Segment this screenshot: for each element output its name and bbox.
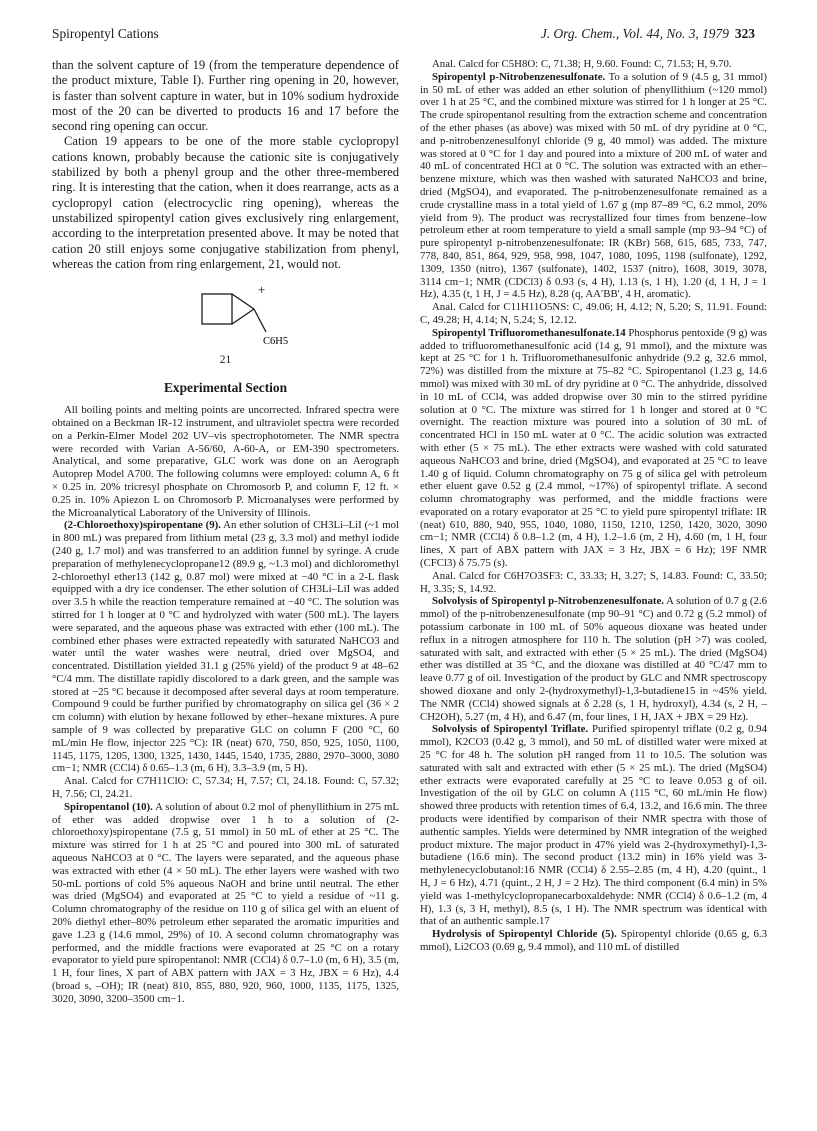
hydrolysis-chloride <box>420 928 767 954</box>
solvolysis-nitrobenzenesulfonate <box>420 595 767 723</box>
structure-21-label: 21 <box>219 354 232 367</box>
running-title: Spiropentyl Cations <box>52 26 159 41</box>
journal-name: J. Org. Chem., Vol. 44, No. 3, 1979 <box>540 26 729 41</box>
anal-triflate: Anal. Calcd for C6H7O3SF3: C, 33.33; H, 3.27; S, 14.83. Found: C, 33.50; H, 3.35; S, 14.92. <box>420 569 767 595</box>
prep-triflate-title: Spiropentyl Trifluoromethanesulfonate.14 <box>432 326 626 339</box>
phenyl-label: C6H5 <box>263 336 289 348</box>
solvolysis-triflate-text: Purified spiropentyl triflate (0.2 g, 0.94 mmol), K2CO3 (0.42 g, 3 mmol), and 50 mL of distilled water were mixed at 25 °C for 48 h. The solution pH ranged from 11 to 10.5. The solution was saturated with salt and extracted with ether (5 × 25 mL). The dried (MgSO4) ether extracts were evaporated carefully at 25 °C to leave 0.053 g of oil. Investigation of the oil by GLC on column A (115 °C, 60 mL/min He flow) showed three products with retention times of 6.4, 13.2, and 16.6 min. The three products were identified by comparison of their NMR spectra with those of authentic samples. Yields were determined by NMR integration of the weighed product mixture. The major product in 47% yield was 2-(hydroxymethyl)-1,3-butadiene (16.6 min). The second product (13.2 min) in 16% yield was 3-methylenecyclobutanol:16 NMR (CCl4) δ 2.55–2.85 (m, 4 H), 4.20 (quint., 1 H, J = 6 Hz), 4.71 (quint., 2 H, J = 2 Hz). The third component (6.4 min) in 5% yield was 1-methylcyclopropanecarboxaldehyde: NMR (CCl4) δ 0.6–1.2 (m, 4 H), 1.3 (s, 3 H, methyl), 8.5 (s, 1 H). The NMR spectrum was identical with that of an authentic sample.17 <box>420 723 767 928</box>
phenyl-bond <box>254 309 266 332</box>
discussion-paragraph-1: than the solvent capture of 19 (from the temperature dependence of the product mixture, Table I). Further ring opening in 20, however, is faster than solvent capture in water, but in 10% sodium hydroxide most of the 20 can be diverted to products 16 and 17 before the second ring opening can occur. <box>52 58 399 134</box>
prep-nitrobenzenesulfonate <box>420 71 767 301</box>
left-column <box>52 58 399 1006</box>
hydrolysis-chloride-title: Hydrolysis of Spiropentyl Chloride (5). <box>432 928 617 941</box>
prep-compound-9-title: (2-Chloroethoxy)spiropentane (9). <box>64 519 221 532</box>
prep-nitrobenzenesulfonate-title: Spiropentyl p-Nitrobenzenesulfonate. <box>432 70 606 83</box>
cyclobutane-ring <box>202 294 232 324</box>
solvolysis-triflate <box>420 723 767 928</box>
cation-charge: + <box>258 282 266 298</box>
prep-compound-9-text: An ether solution of CH3Li–LiI (~1 mol in 800 mL) was prepared from lithium metal (23 g, 3.3 mol) and methyl iodide (240 g, 1.7 mol) and was transferred to an addition funnel by syringe. A crude preparation of methylenecyclopropane12 (89.9 g, ~1.3 mol) and dichloromethyl 2-chloroethyl ether13 (142 g, 0.87 mol) were mixed at −40 °C in a 2-L flask equipped with a dry ice condenser. The ether solution of CH3Li–LiI was added over 3.5 h while the reaction temperature remained at −40 °C. The solution was stirred for 1 h longer at 0 °C and hydrolyzed with water (500 mL). The layers were separated, and the aqueous phase was extracted with ether (100 mL). The combined ether phases were extracted repeatedly with saturated NaHCO3 and water until the water washes were neutral, dried over MgSO4, and concentrated. Distillation yielded 31.1 g (25% yield) of the product 9 at 48–62 °C/4 mm. The distillate rapidly discolored to a dark green, and the sample was stored at −25 °C because it decomposed after several days at room temperature. Compound 9 could be further purified by chromatography on silica gel (36 × 2 cm column) with elution by hexane followed by ether–hexane mixtures. A pure sample of 9 was collected by preparative GLC on column F (200 °C, 60 mL/min He flow, injector 225 °C): IR (neat) 670, 750, 850, 925, 1050, 1100, 1145, 1175, 1205, 1300, 1325, 1430, 1445, 1540, 1735, 2880, 2970–3000, 3080 cm−1; NMR (CCl4) δ 0.65–1.3 (m, 6 H), 3.3–3.9 (m, 5 H). <box>52 519 399 775</box>
journal-citation <box>541 26 755 42</box>
prep-triflate-text: Phosphorus pentoxide (9 g) was added to trifluoromethanesulfonic acid (14 g, 91 mmol), and the mixture was kept at 25 °C for 1 h. Trifluoromethanesulfonic anhydride (9.2 g, 32.6 mmol, 72%) was distilled from the mixture at 75–82 °C. Spiropentanol (1.23 g, 14.6 mmol) was mixed with 30 mL of dry pyridine at 0 °C. The anhydride, dissolved in 10 mL of CCl4, was added dropwise over 30 min to the stirred pyridine solution at 0 °C. The mixture was stirred for 1 h longer and stored at 0 °C overnight. The reaction mixture was poured into a solution of 30 mL of concentrated HCl in 150 mL water at 0 °C. The acidic solution was extracted with ether (5 × 75 mL). The ether extracts were washed with cold saturated aqueous NaHCO3 and brine, dried (MgSO4), and evaporated at 25 °C to leave 1.40 g of liquid. Column chromatography on 75 g of silica gel with petroleum ether eluent gave 0.52 g (2.4 mmol, ~17%) of spiropentyl triflate. A second column chromatography was performed, and the middle fractions were evaporated on a rotary evaporator at 25 °C to yield pure spiropentyl triflate: IR (neat) 610, 880, 940, 955, 1040, 1080, 1150, 1210, 1250, 1420, 3020, 3090 cm−1; NMR (CCl4) δ 0.8–1.2 (m, 4 H), 1.2–1.6 (m, 2 H), 4.60 (m, 1 H, four lines, X part of ABX pattern with JAX = 3 Hz, JBX = 6 Hz); 19F NMR (CFCl3) δ 75.75 (s). <box>420 326 767 570</box>
ring-bond-lower <box>232 309 254 324</box>
experimental-general: All boiling points and melting points are uncorrected. Infrared spectra were obtained on a Beckman IR-12 instrument, and ultraviolet spectra were recorded on a Perkin-Elmer Model 202 UV–vis spectrophotometer. The NMR spectra were recorded with Varian A-56/60, A-60-A, or EM-390 spectrometers. Analytical, and some preparative, GLC work was done on an Aerograph Autoprep Model A700. The following columns were employed: column A, 6 ft × 0.25 in. 20% tricresyl phosphate on Chromosorb P, and column F, 12 ft. × 0.25 in. 10% Apiezon L on Chromosorb P. Microanalyses were performed by the Microanalytical Laboratory of the University of Illinois. <box>52 404 399 519</box>
anal-compound-9: Anal. Calcd for C7H11ClO: C, 57.34; H, 7.57; Cl, 24.18. Found: C, 57.32; H, 7.56; Cl, 24.21. <box>52 775 399 801</box>
prep-triflate <box>420 327 767 570</box>
spiropentyl-rings <box>202 294 266 332</box>
ring-bond-upper <box>232 294 254 309</box>
discussion-paragraph-2: Cation 19 appears to be one of the more stable cyclopropyl cations known, probably because the cationic site is conjugatively stabilized by both a phenyl group and the other three-membered ring. It is interesting that the cation, when it does rearrange, acts as a cyclopropyl cation (electrocyclic ring opening), whereas the unstabilized spiropentyl cation gives exclusively ring enlargement, according to the interpretation presented above. It may be noted that cation 20 still enjoys some conjugative stabilization from phenyl, whereas the cation from ring enlargement, 21, would not. <box>52 134 399 271</box>
prep-spiropentanol-text: A solution of about 0.2 mol of phenyllithium in 275 mL of ether was added dropwise over 1 h to a solution of (2-chloroethoxy)spiropentane (7.5 g, 51 mmol) in 50 mL of ether at 25 °C. The mixture was stirred for 1 h at 25 °C and poured into 300 mL of saturated aqueous NaHCO3 at 0 °C. The layers were separated, and the aqueous phase was extracted with ether (4 × 50 mL). The ether layers were washed with two 50-mL portions of cold 5% aqueous NaOH and brine until neutral. The ether was dried (MgSO4) and evaporated at 25 °C to yield a residue of ~11 g. Column chromatography of the residue on 110 g of silica gel with an eluent of 20% diethyl ether–80% petroleum ether separated the aromatic impurities and gave 1.23 g (14.6 mmol, 29%) of 10. A second column chromatography was performed, and the middle fractions were evaporated at 25 °C on a rotary evaporator to yield pure spiropentanol: NMR (CCl4) δ 0.7–1.0 (m, 6 H), 3.5 (m, 1 H, four lines, X part of ABX pattern with JAX = 3 Hz, JBX = 6 Hz), 4.4 (broad s, –OH); IR (neat) 810, 855, 880, 920, 960, 1000, 1135, 1175, 1325, 3020, 3090, 3200–3500 cm−1. <box>52 800 399 1005</box>
running-header <box>52 26 755 48</box>
section-title: Experimental Section <box>163 380 288 396</box>
prep-compound-9 <box>52 519 399 775</box>
solvolysis-nitrobenzenesulfonate-title: Solvolysis of Spiropentyl p-Nitrobenzenesulfonate. <box>432 595 664 608</box>
right-column <box>420 58 767 954</box>
anal-spiropentanol: Anal. Calcd for C5H8O: C, 71.38; H, 9.60. Found: C, 71.53; H, 9.70. <box>432 58 732 70</box>
prep-spiropentanol-title: Spiropentanol (10). <box>64 800 153 813</box>
solvolysis-nitrobenzenesulfonate-text: A solution of 0.7 g (2.6 mmol) of the p-nitrobenzenesulfonate (mp 90–91 °C) and 0.72 g (5.2 mmol) of potassium carbonate in 100 mL of 50% aqueous dioxane was heated under reflux in a nitrogen atmosphere for 110 h. The solution (pH >7) was cooled, saturated with salt, and extracted with ether (5 × 25 mL). The dried (MgSO4) ether was distilled at 35 °C, and the dioxane was distilled at 40 °C/47 mm to leave 0.77 g of oil. Investigation of the product by GLC and NMR spectroscopy showed dioxane and only 2-(hydroxymethyl)-1,3-butadiene15 in ~45% yield. The NMR (CCl4) showed signals at δ 2.28 (s, 1 H, hydroxyl), 4.34 (s, 2 H, –CH2OH), 5.27 (m, 4 H), and 6.47 (m, four lines, 1 H, JAX + JBX = 29 Hz). <box>420 595 767 723</box>
hydrolysis-chloride-text: Spiropentyl chloride (0.65 g, 6.3 mmol), Li2CO3 (0.69 g, 9.4 mmol), and 110 mL of distilled <box>420 928 767 953</box>
prep-nitrobenzenesulfonate-text: To a solution of 9 (4.5 g, 31 mmol) in 50 mL of ether was added an ether solution of phenyllithium (~120 mmol) over 1 h at 25 °C, and the combined mixture was stirred for 1 h longer at 25 °C. The crude spiropentanol resulting from the extraction scheme and concentration of the ether phases (as above) was mixed with 50 mL of dry pyridine at 0 °C, and p-nitrobenzenesulfonyl chloride (9 g, 40 mmol) was added. The mixture was stored at 0 °C for 1 day and poured into a mixture of 200 mL of water and 40 mL of concentrated HCl at 0 °C. The solution was extracted with an ether–benzene mixture, which was then washed with saturated NaHCO3 and brine, dried (MgSO4), and evaporated. The p-nitrobenzenesulfonate remained as a crude crystalline mass in a total yield of 1.67 g (mp 87–89 °C, 6.2 mmol, 20% yield from 9). The product was recrystallized four times from benzene–low petroleum ether at room temperature to yield a small sample (mp 93–94 °C) of pure spiropentyl p-nitrobenzenesulfonate: IR (KBr) 568, 615, 685, 733, 747, 778, 840, 851, 864, 929, 958, 998, 1047, 1080, 1095, 1198 (sulfonate), 1292, 1309, 1350 (nitro), 1367 (sulfonate), 1402, 1537 (nitro), 1608, 3019, 3078, 3114 cm−1; NMR (CDCl3) δ 0.93 (s, 4 H), 1.13 (s, 1 H), 1.20 (d, 1 H, J = 1 Hz), 4.35 (t, 1 H, J = 4.5 Hz), 8.28 (q, AA′BB′, 4 H, aromatic). <box>420 70 767 301</box>
structure-21-diagram <box>52 280 399 352</box>
page-number: 323 <box>734 26 755 41</box>
prep-spiropentanol <box>52 801 399 1006</box>
anal-nitrobenzenesulfonate: Anal. Calcd for C11H11O5NS: C, 49.06; H, 4.12; N, 5.20; S, 11.91. Found: C, 49.28; H, 4.14; N, 5.24; S, 12.12. <box>420 301 767 326</box>
solvolysis-triflate-title: Solvolysis of Spiropentyl Triflate. <box>432 723 589 736</box>
